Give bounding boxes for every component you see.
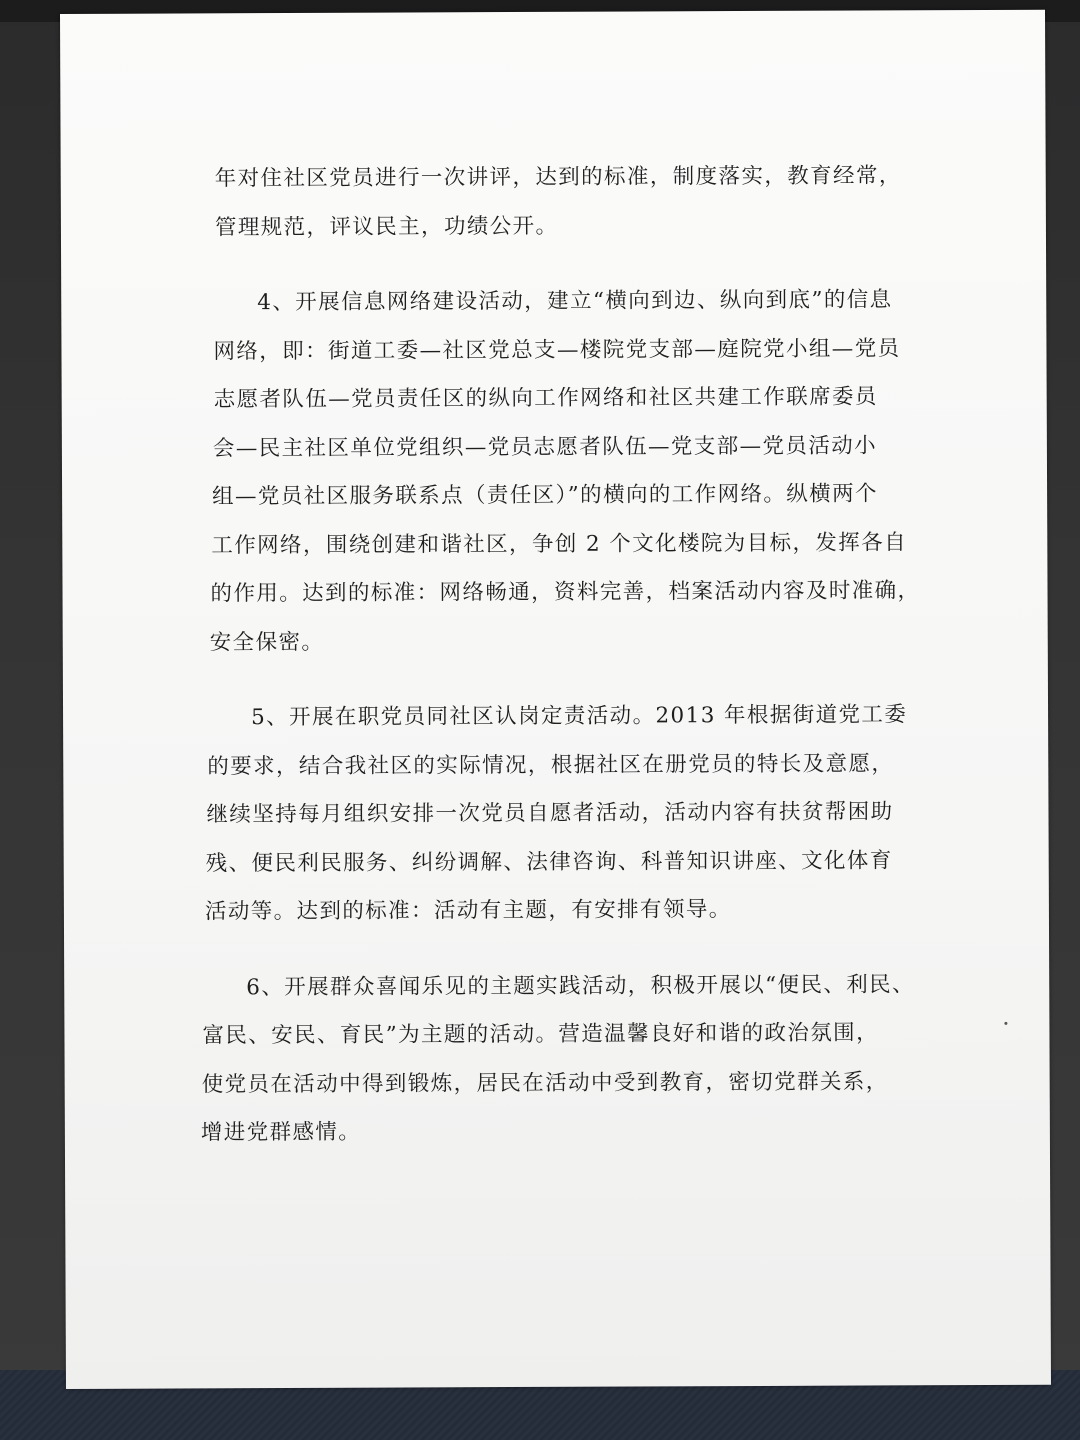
text-line: 年对住社区党员进行一次讲评，达到的标准，制度落实，教育经常，: [214, 163, 902, 192]
paragraph-gap: [211, 249, 931, 279]
text-line: 的要求，结合我社区的实际情况，根据社区在册党员的特长及意愿，: [207, 750, 895, 779]
text-line: 的作用。达到的标准：网络畅通，资料完善，档案活动内容及时准确，: [210, 578, 921, 607]
text-line: 增进党群感情。: [200, 1119, 362, 1146]
text-line: 继续坚持每月组织安排一次党员自愿者活动，活动内容有扶贫帮困助: [206, 799, 894, 828]
text-line: 活动等。达到的标准：活动有主题，有安排有领导。: [204, 897, 732, 925]
text-line: 工作网络，围绕创建和谐社区，争创 2 个文化楼院为目标，发挥各自: [211, 529, 908, 558]
document-body: [200, 152, 935, 1158]
text-line: 富民、安民、育民”为主题的活动。营造温馨良好和谐的政治氛围，: [202, 1020, 880, 1049]
text-line: 安全保密。: [209, 629, 325, 655]
text-line: 会—民主社区单位党组织—党员志愿者队伍—党支部—党员活动小: [212, 432, 878, 461]
text-line: 使党员在活动中得到锻炼，居民在活动中受到教育，密切党群关系，: [201, 1068, 889, 1097]
paper-speck: [1004, 1022, 1007, 1025]
document-page: [60, 10, 1051, 1389]
text-line: 5、开展在职党员同社区认岗定责活动。2013 年根据街道党工委: [251, 702, 908, 731]
text-line: 网络，即：街道工委—社区党总支—楼院党支部—庭院党小组—党员: [213, 335, 901, 364]
text-line: 志愿者队伍—党员责任区的纵向工作网络和社区共建工作联席委员: [213, 384, 878, 413]
paragraph-gap: [214, 934, 934, 964]
paragraph-gap: [213, 664, 933, 694]
text-line: 管理规范，评议民主，功绩公开。: [214, 213, 559, 240]
text-line: 组—党员社区服务联系点（责任区）”的横向的工作网络。纵横两个: [212, 481, 878, 510]
text-line: 残、便民利民服务、纠纷调解、法律咨询、科普知识讲座、文化体育: [205, 847, 893, 876]
text-line: 6、开展群众喜闻乐见的主题实践活动，积极开展以“便民、利民、: [246, 971, 915, 1000]
text-line: 4、开展信息网络建设活动，建立“横向到边、纵向到底”的信息: [257, 287, 893, 316]
